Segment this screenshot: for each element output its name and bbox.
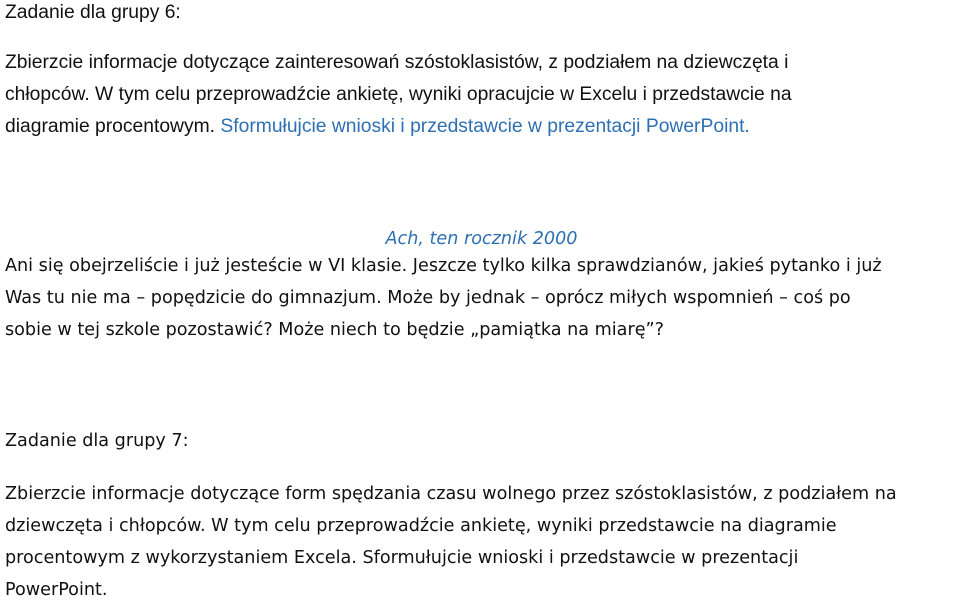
poem-line-1	[5, 250, 958, 282]
group7-task-line-2-text: dziewczęta i chłopców. W tym celu przeprowadźcie ankietę, wyniki przedstawcie na diagramie	[5, 516, 837, 536]
poem-line-2	[5, 282, 958, 314]
group6-task-line-1	[5, 47, 958, 79]
group7-task-line-4	[5, 574, 958, 606]
group7-task-line-1	[5, 478, 958, 510]
poem-line-3-text: sobie w tej szkole pozostawić? Może niech to będzie „pamiątka na miarę”?	[5, 320, 664, 340]
group7-heading: Zadanie dla grupy 7:	[5, 431, 189, 451]
group6-task-paragraph	[5, 47, 958, 143]
group6-heading: Zadanie dla grupy 6:	[5, 2, 181, 23]
group7-task-line-2	[5, 510, 958, 542]
group7-task-line-3	[5, 542, 958, 574]
group6-task-line-3-prefix: diagramie procentowym.	[5, 116, 221, 137]
poem-paragraph	[5, 250, 958, 346]
group7-task-paragraph	[5, 478, 958, 606]
poem-title: Ach, ten rocznik 2000	[385, 229, 578, 249]
group7-task-line-3-text: procentowym z wykorzystaniem Excela. Sformułujcie wnioski i przedstawcie w prezentacji	[5, 548, 799, 568]
poem-line-2-text: Was tu nie ma – popędzicie do gimnazjum. Może by jednak – oprócz miłych wspomnień – coś po	[5, 288, 851, 308]
group6-task-line-3	[5, 111, 958, 143]
group6-task-line-3-accent: Sformułujcie wnioski i przedstawcie w prezentacji PowerPoint.	[220, 116, 750, 137]
poem-line-3	[5, 314, 958, 346]
group6-task-line-1-text: Zbierzcie informacje dotyczące zainteresowań szóstoklasistów, z podziałem na dziewczęta i	[5, 52, 789, 73]
group7-task-line-4-text: PowerPoint.	[5, 580, 108, 600]
poem-line-1-text: Ani się obejrzeliście i już jesteście w VI klasie. Jeszcze tylko kilka sprawdzianów, jakieś pytanko i już	[5, 256, 882, 276]
group7-task-line-1-text: Zbierzcie informacje dotyczące form spędzania czasu wolnego przez szóstoklasistów, z podziałem na	[5, 484, 897, 504]
group6-task-line-2	[5, 79, 958, 111]
group6-task-line-2-text: chłopców. W tym celu przeprowadźcie ankietę, wyniki opracujcie w Excelu i przedstawcie na	[5, 84, 792, 105]
